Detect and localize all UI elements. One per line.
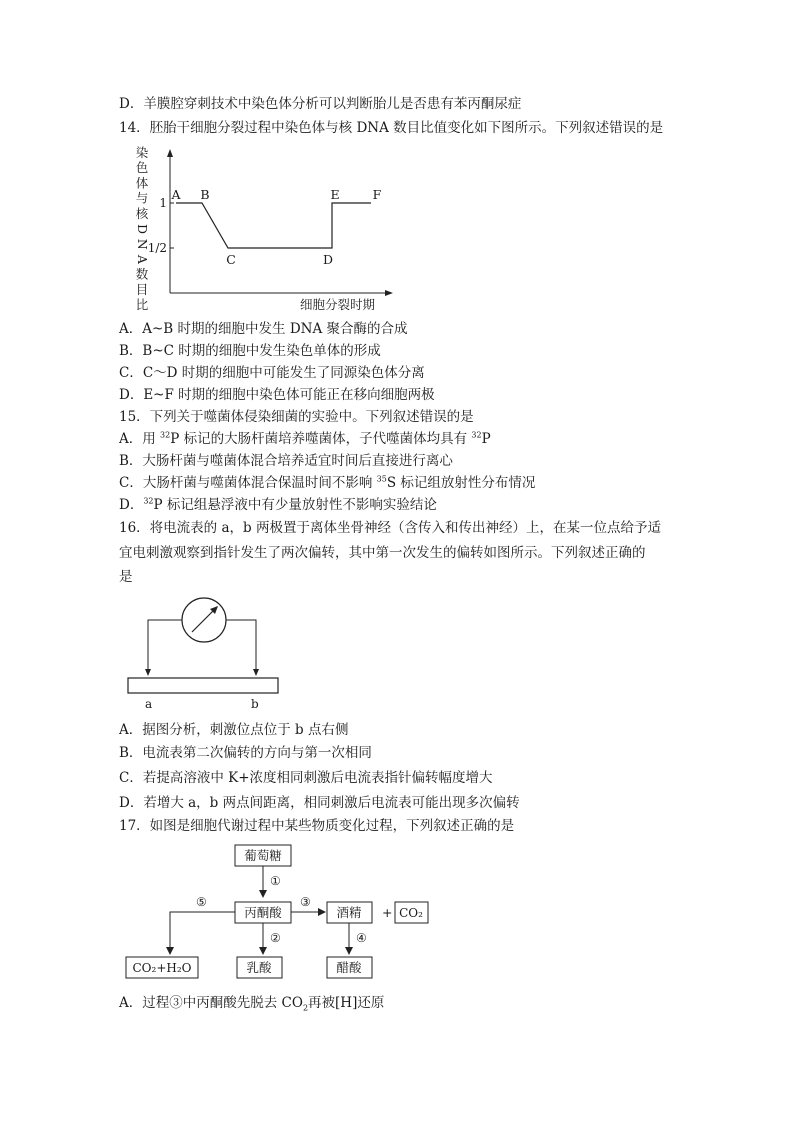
chart-ylabel-char: 色 <box>135 160 149 176</box>
step-5-label: ⑤ <box>196 895 207 909</box>
q16-stem-line-2: 宜电刺激观察到指针发生了两次偏转，其中第一次发生的偏转如图所示。下列叙述正确的 <box>119 545 646 561</box>
chart-point-label: D <box>322 252 334 267</box>
chart-ylabel-char: 数 <box>135 266 149 282</box>
chart-ylabel-char: N <box>135 238 150 250</box>
q16-option-d: D．若增大 a，b 两点间距离，相同刺激后电流表可能出现多次偏转 <box>119 795 520 811</box>
wire-right <box>226 620 256 672</box>
chart-point-label: F <box>372 187 382 202</box>
chart-ytick-label: 1 <box>159 196 167 210</box>
q14-option-c: C．C～D 时期的细胞中可能发生了同源染色体分离 <box>119 365 425 381</box>
co2-label: CO₂ <box>399 906 423 920</box>
chart-point-label: A <box>171 187 181 202</box>
chart-series-line <box>176 203 371 248</box>
chart-point-label: C <box>226 252 236 267</box>
x-axis-arrow <box>385 290 393 296</box>
chart-xlabel: 细胞分裂时期 <box>300 297 376 312</box>
step-4-label: ④ <box>356 931 367 945</box>
q16-option-a: A．据图分析，刺激位点位于 b 点右侧 <box>119 722 349 738</box>
q14-chart <box>120 143 420 313</box>
chart-ylabel-char: 染 <box>135 145 149 160</box>
q17-option-a: A．过程③中丙酮酸先脱去 $CO_2$再被[H]还原 <box>119 995 385 1013</box>
chart-ylabel-char: 体 <box>135 175 149 191</box>
wire-left <box>148 620 182 672</box>
chart-ylabel-char: 核 <box>135 205 149 221</box>
q15-option-d: D．$^{32}$P 标记组悬浮液中有少量放射性不影响实验结论 <box>119 496 437 513</box>
chart-ylabel-char: A <box>135 254 150 264</box>
chart-point-label: E <box>330 187 340 202</box>
chart-ylabel-char: 目 <box>135 281 149 297</box>
chart-ylabel <box>135 145 150 312</box>
q16-stem-line-1: 16．将电流表的 a，b 两极置于离体坐骨神经（含传入和传出神经）上，在某一位点给予适 <box>119 520 661 536</box>
q16-option-b: B．电流表第二次偏转的方向与第一次相同 <box>119 745 372 761</box>
glucose-label: 葡萄糖 <box>244 848 282 863</box>
q14-stem: 14．胚胎干细胞分裂过程中染色体与核 DNA 数目比值变化如下图所示。下列叙述错误的是 <box>119 120 664 136</box>
q14-option-d: D．E~F 时期的细胞中染色体可能正在移向细胞两极 <box>119 387 435 403</box>
electrode-b-arrow <box>253 669 259 676</box>
y-axis-arrow <box>167 149 173 157</box>
q15-stem: 15．下列关于噬菌体侵染细菌的实验中。下列叙述错误的是 <box>119 409 474 425</box>
q16-option-c: C．若提高溶液中 K+浓度相同刺激后电流表指针偏转幅度增大 <box>119 770 493 786</box>
q14-option-b: B．B~C 时期的细胞中发生染色单体的形成 <box>119 343 381 359</box>
q14-option-a: A．A~B 时期的细胞中发生 DNA 聚合酶的合成 <box>119 321 408 337</box>
chart-point-label: B <box>200 187 210 202</box>
electrode-a-label: a <box>145 697 153 711</box>
lactic-label: 乳酸 <box>246 960 272 975</box>
nerve-fiber <box>128 678 278 693</box>
chart-ylabel-char: D <box>135 223 150 235</box>
acetic-label: 醋酸 <box>336 960 362 975</box>
step-1-label: ① <box>270 874 281 888</box>
q16-stem-line-3: 是 <box>119 569 133 585</box>
electrode-b-label: b <box>251 697 259 711</box>
chart-ylabel-char: 比 <box>135 297 149 312</box>
plus-sign: + <box>382 905 393 920</box>
chart-ylabel-char: 与 <box>135 190 149 206</box>
step-2-label: ② <box>270 931 281 945</box>
q17-stem: 17．如图是细胞代谢过程中某些物质变化过程，下列叙述正确的是 <box>119 818 515 834</box>
co2-h2o-label: CO₂+H₂O <box>132 961 192 975</box>
ethanol-label: 酒精 <box>336 905 362 920</box>
q15-option-c: C．大肠杆菌与噬菌体混合保温时间不影响 $^{35}$S 标记组放射性分布情况 <box>119 474 536 491</box>
chart-ytick-label: 1/2 <box>147 241 167 255</box>
electrode-a-arrow <box>145 669 151 676</box>
pyruvate-label: 丙酮酸 <box>244 905 282 920</box>
q16-galvanometer-diagram <box>120 592 300 717</box>
arrow-step-5 <box>170 912 235 954</box>
step-3-label: ③ <box>300 895 311 909</box>
q15-option-a: A．用 $^{32}$P 标记的大肠杆菌培养噬菌体，子代噬菌体均具有 $^{32}$P <box>119 430 491 447</box>
q13-option-d: D．羊膜腔穿刺技术中染色体分析可以判断胎儿是否患有苯丙酮尿症 <box>119 96 522 112</box>
q17-metabolism-diagram <box>120 840 440 985</box>
q15-option-b: B．大肠杆菌与噬菌体混合培养适宜时间后直接进行离心 <box>119 453 453 469</box>
